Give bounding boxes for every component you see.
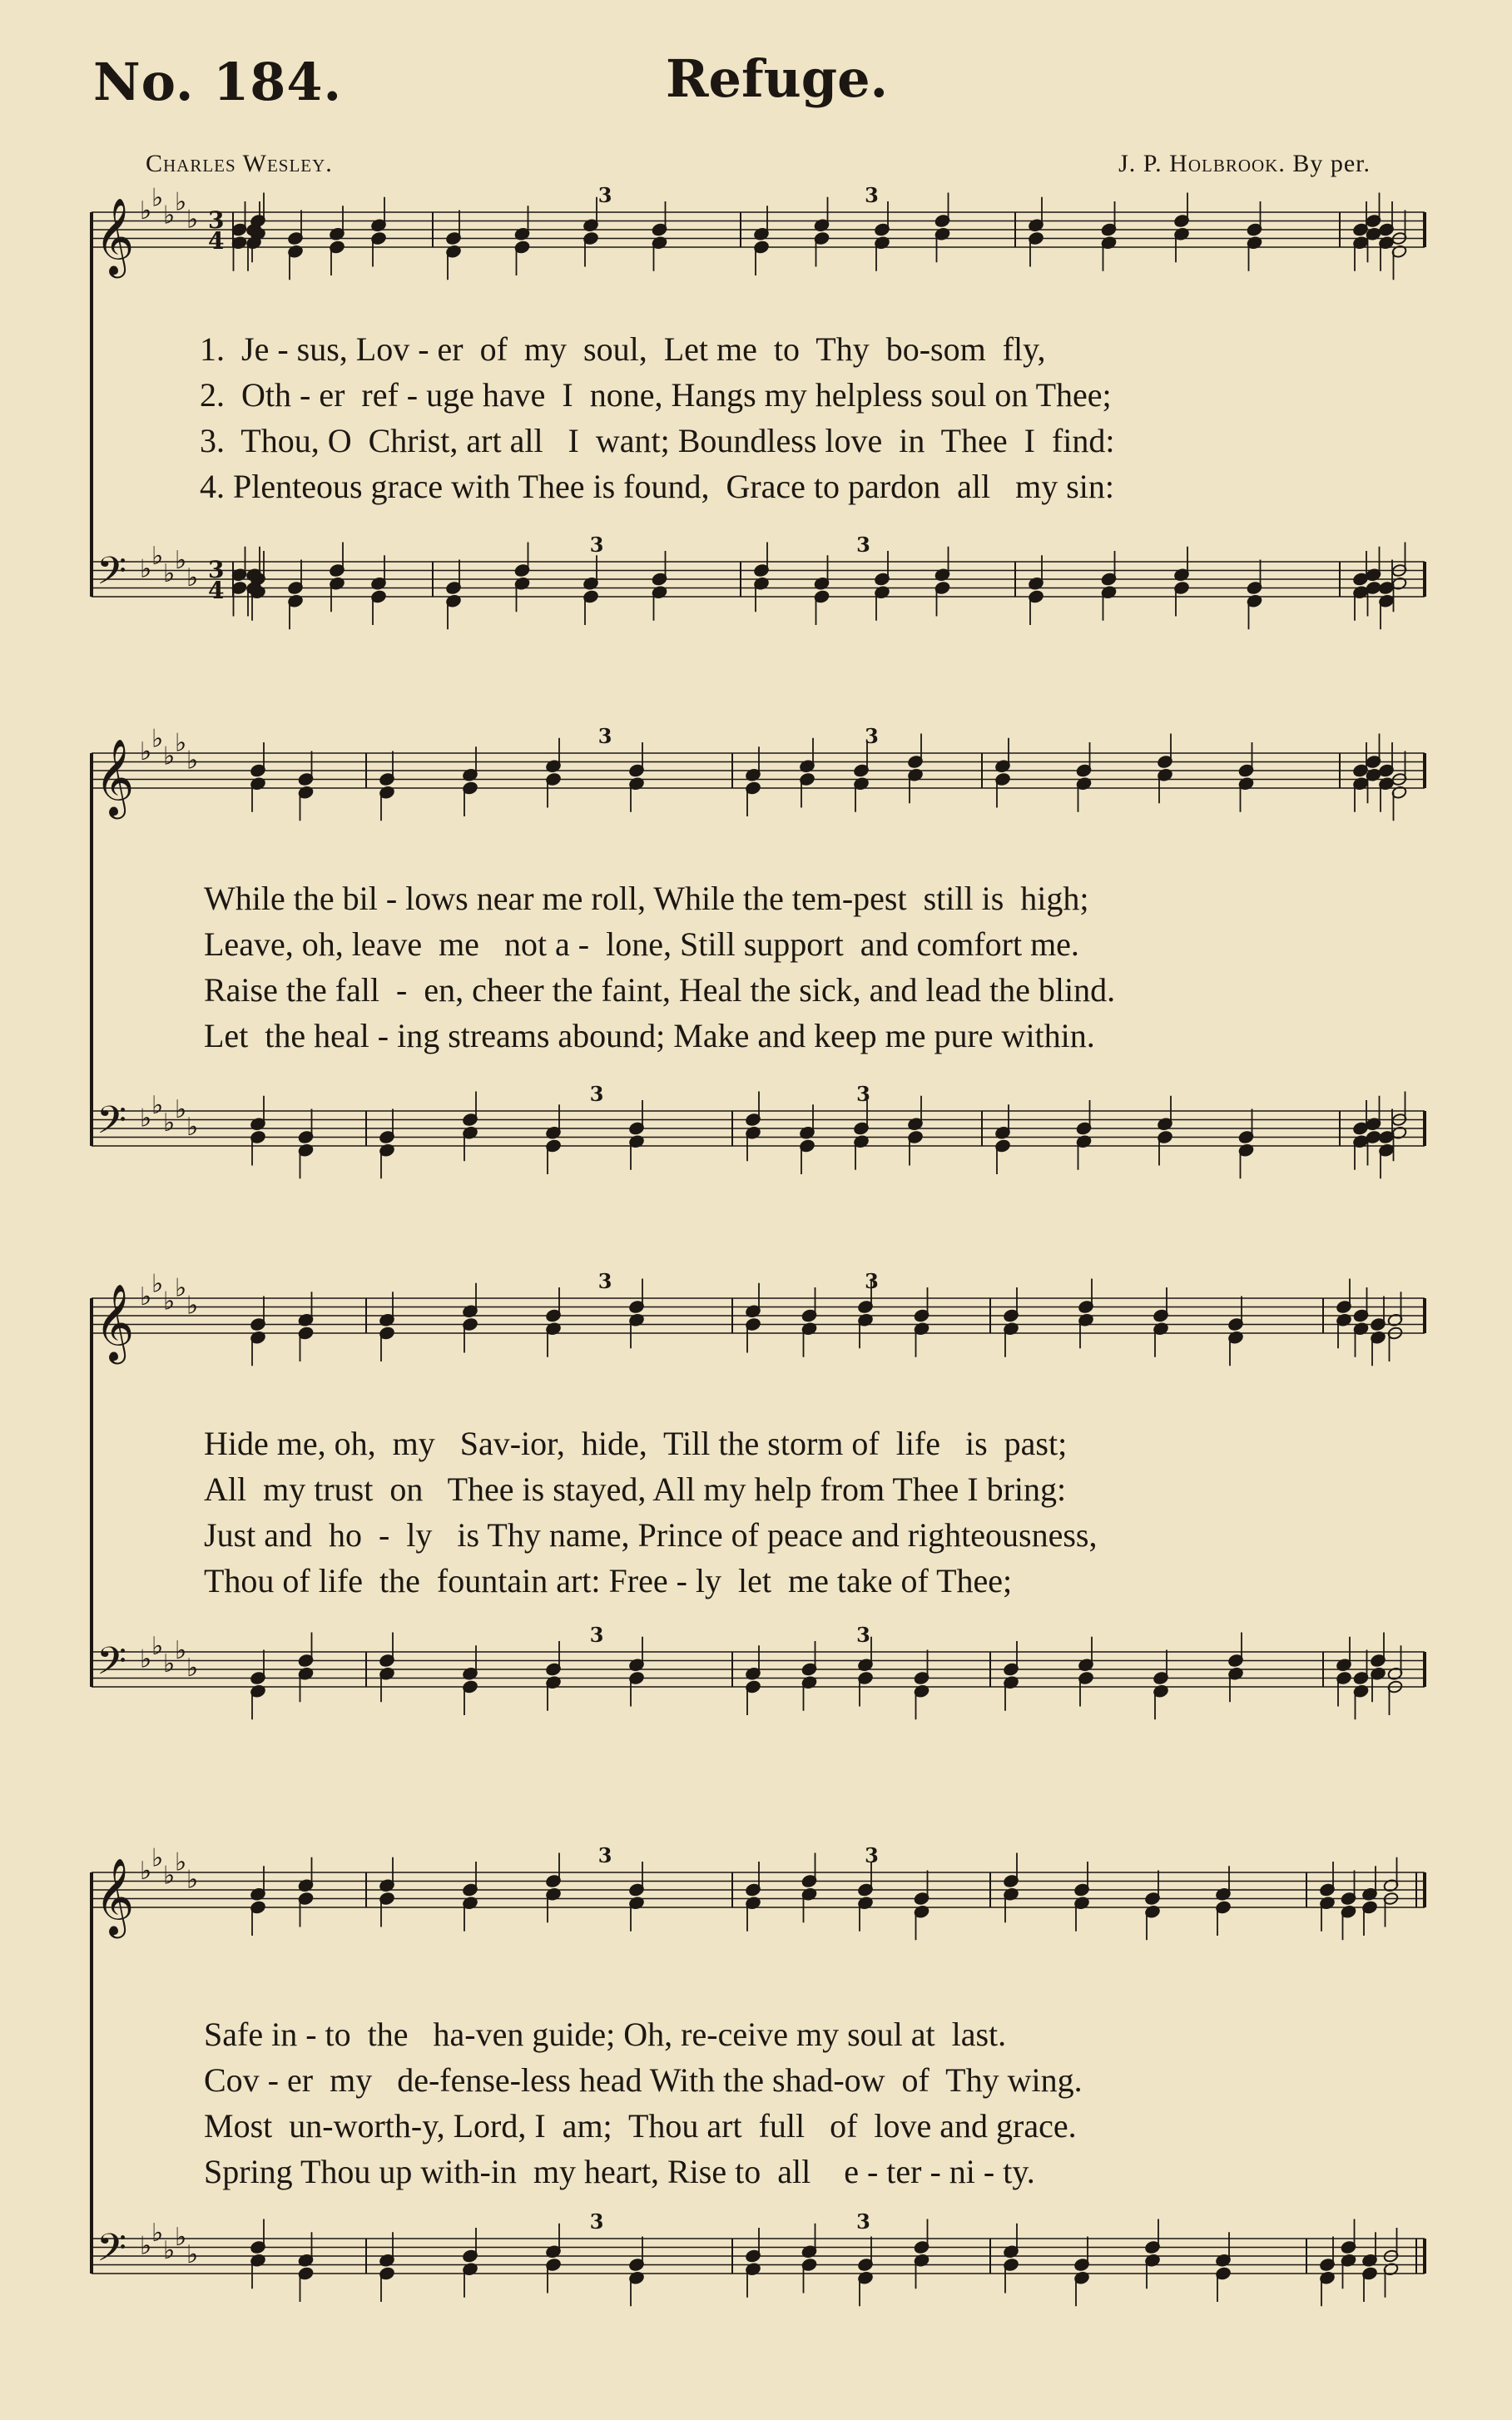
flat-sign: ♭ (186, 746, 199, 776)
flat-sign: ♭ (175, 1847, 187, 1877)
triplet-mark: 3 (865, 1843, 879, 1867)
flat-sign: ♭ (175, 2223, 187, 2252)
flat-sign: ♭ (151, 1090, 164, 1120)
bass-clef-icon: 𝄢 (97, 1639, 127, 1694)
flat-sign: ♭ (140, 1644, 152, 1674)
triplet-mark: 3 (597, 724, 612, 748)
flat-sign: ♭ (151, 1269, 164, 1299)
triplet-mark: 3 (597, 183, 612, 207)
triplet-mark: 3 (597, 1843, 612, 1867)
treble-clef-icon: 𝄞 (95, 1857, 135, 1935)
triplet-mark: 3 (597, 1269, 612, 1293)
flat-sign: ♭ (151, 1843, 164, 1873)
bass-clef-icon: 𝄢 (97, 2225, 127, 2280)
flat-sign: ♭ (186, 563, 199, 593)
flat-sign: ♭ (140, 1857, 152, 1886)
flat-sign: ♭ (140, 1282, 152, 1312)
flat-sign: ♭ (140, 737, 152, 766)
flat-sign: ♭ (140, 2231, 152, 2261)
bass-clef-icon: 𝄢 (97, 1098, 127, 1153)
flat-sign: ♭ (186, 1291, 199, 1321)
triplet-mark: 3 (856, 533, 870, 557)
verse-line: Safe in - to the ha-ven guide; Oh, re-ceive my soul at last. (204, 2016, 1007, 2053)
flat-sign: ♭ (175, 546, 187, 575)
triplet-mark: 3 (589, 2209, 604, 2234)
flat-sign: ♭ (175, 1095, 187, 1124)
treble-clef-icon: 𝄞 (95, 197, 135, 275)
verse-line: While the bil - lows near me roll, While the tem-pest still is high; (204, 880, 1089, 917)
bass-clef-icon: 𝄢 (97, 548, 127, 603)
flat-sign: ♭ (186, 2240, 199, 2269)
flat-sign: ♭ (140, 196, 152, 226)
triplet-mark: 3 (856, 2209, 870, 2234)
verse-line: Cov - er my de-fense-less head With the shad-ow of Thy wing. (204, 2061, 1083, 2099)
verse-line: Let the heal - ing streams abound; Make and keep me pure within. (204, 1017, 1095, 1054)
triplet-mark: 3 (856, 1082, 870, 1106)
verse-line: Hide me, oh, my Sav-ior, hide, Till the storm of life is past; (204, 1425, 1068, 1462)
verse-line: 3. Thou, O Christ, art all I want; Boundless love in Thee I find: (200, 422, 1115, 459)
triplet-mark: 3 (865, 724, 879, 748)
verse-line: 2. Oth - er ref - uge have I none, Hangs my helpless soul on Thee; (200, 376, 1112, 414)
flat-sign: ♭ (163, 1861, 176, 1891)
triplet-mark: 3 (589, 1082, 604, 1106)
time-signature-top: 3 (208, 556, 225, 583)
flat-sign: ♭ (163, 1287, 176, 1317)
flat-sign: ♭ (151, 1631, 164, 1661)
treble-clef-icon: 𝄞 (95, 738, 135, 816)
flat-sign: ♭ (151, 183, 164, 213)
flat-sign: ♭ (175, 1273, 187, 1303)
flat-sign: ♭ (175, 187, 187, 217)
flat-sign: ♭ (163, 741, 176, 771)
flat-sign: ♭ (175, 1636, 187, 1665)
verse-line: Just and ho - ly is Thy name, Prince of peace and righteousness, (204, 1516, 1098, 1554)
verse-line: All my trust on Thee is stayed, All my help from Thee I bring: (204, 1470, 1067, 1508)
flat-sign: ♭ (186, 1654, 199, 1683)
permission-note: By per. (1292, 150, 1371, 177)
verse-line: 1. Je - sus, Lov - er of my soul, Let me to Thy bo-som fly, (200, 330, 1046, 368)
time-signature-bottom: 4 (208, 577, 225, 604)
flat-sign: ♭ (151, 724, 164, 754)
triplet-mark: 3 (589, 1623, 604, 1647)
verse-line: Leave, oh, leave me not a - lone, Still support and comfort me. (204, 925, 1079, 963)
hymn-number: No. 184. (93, 52, 343, 112)
verse-line: Spring Thou up with-in my heart, Rise to all e - ter - ni - ty. (204, 2153, 1035, 2190)
triplet-mark: 3 (865, 1269, 879, 1293)
flat-sign: ♭ (140, 1103, 152, 1133)
flat-sign: ♭ (151, 2218, 164, 2248)
flat-sign: ♭ (140, 554, 152, 584)
triplet-mark: 3 (589, 533, 604, 557)
flat-sign: ♭ (163, 558, 176, 588)
flat-sign: ♭ (163, 2235, 176, 2265)
flat-sign: ♭ (163, 201, 176, 231)
treble-clef-icon: 𝄞 (95, 1283, 135, 1361)
flat-sign: ♭ (163, 1649, 176, 1679)
flat-sign: ♭ (163, 1108, 176, 1138)
flat-sign: ♭ (175, 728, 187, 758)
time-signature-bottom: 4 (208, 227, 225, 255)
lyricist-credit: Charles Wesley. (146, 150, 333, 177)
flat-sign: ♭ (186, 205, 199, 235)
hymn-title: Refuge. (666, 48, 889, 109)
flat-sign: ♭ (186, 1865, 199, 1895)
time-signature-top: 3 (208, 206, 225, 234)
verse-line: 4. Plenteous grace with Thee is found, Grace to pardon all my sin: (200, 468, 1115, 505)
composer-name: J. P. Holbrook. (1118, 150, 1286, 177)
flat-sign: ♭ (186, 1113, 199, 1142)
flat-sign: ♭ (151, 541, 164, 571)
triplet-mark: 3 (856, 1623, 870, 1647)
triplet-mark: 3 (865, 183, 879, 207)
verse-line: Raise the fall - en, cheer the faint, Heal the sick, and lead the blind. (204, 971, 1116, 1009)
verse-line: Thou of life the fountain art: Free - ly let me take of Thee; (204, 1562, 1013, 1599)
verse-line: Most un-worth-y, Lord, I am; Thou art full of love and grace. (204, 2107, 1077, 2145)
